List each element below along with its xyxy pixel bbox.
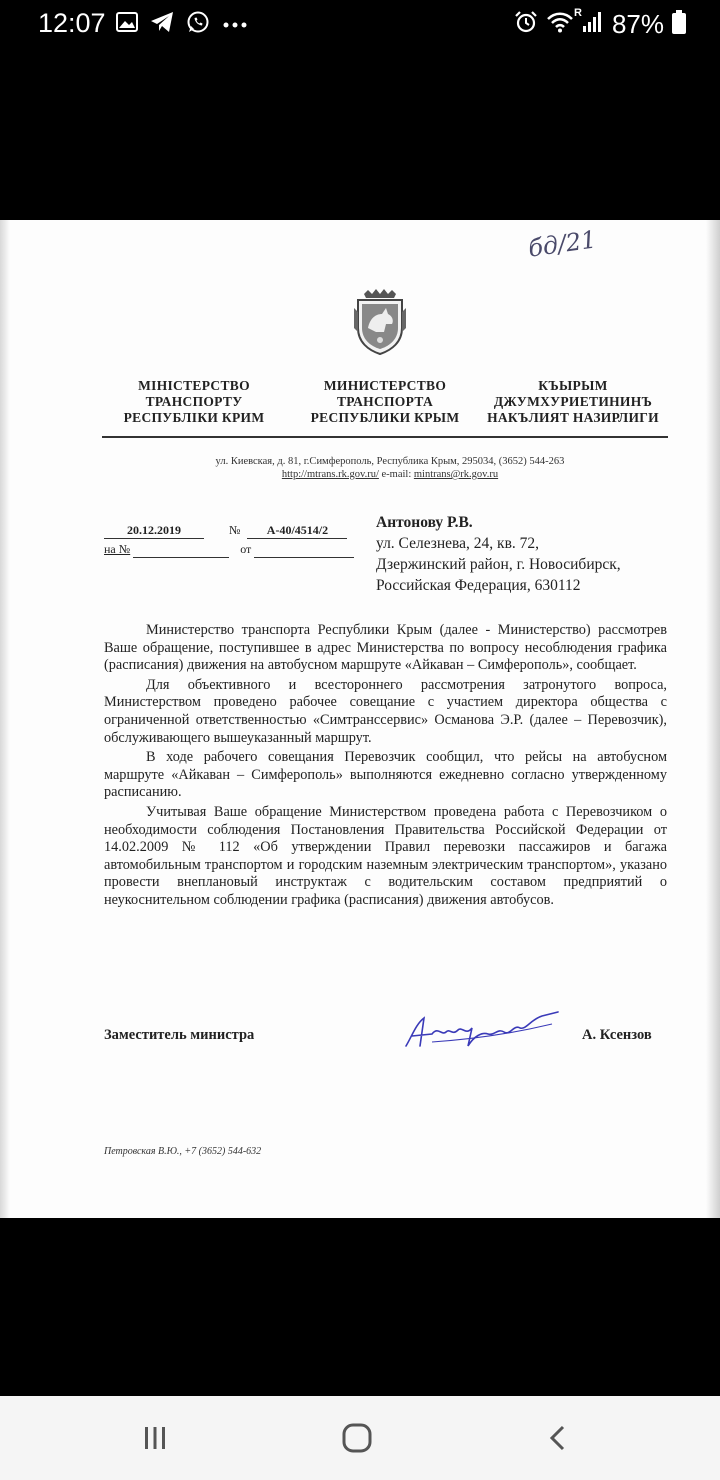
website-link: http://mtrans.rk.gov.ru/ [281,469,379,480]
gallery-icon [116,12,138,37]
letter-body [104,622,667,912]
whatsapp-icon [186,10,210,39]
email-link: mintrans@rk.gov.ru [413,469,499,480]
recipient-block [376,512,696,596]
coat-of-arms-icon [352,288,408,356]
status-time: 12:07 [38,8,106,38]
registration-mark: бд/21 [526,225,599,263]
header-line: ДЖУМХУРИЕТИНИНЪ [493,394,653,409]
recipient-address-line: Дзержинский район, г. Новосибирск, [376,556,621,573]
document-image[interactable] [0,220,720,1218]
ref-label: на № [104,542,131,556]
recent-apps-button[interactable] [135,1418,175,1458]
recipient-address-line: ул. Селезнева, 24, кв. 72, [376,535,540,552]
body-paragraph: Для объективного и всестороннего рассмотрения затронутого вопроса, Министерством проведено рабочее совещание с участием директора общества с ограниченной ответственностью «Симтранссервис» Османова Э.Р. (далее – Перевозчик), обслуживающего вышеуказанный маршрут. [104,676,667,746]
recipient-name: Антонову Р.В. [376,514,473,531]
header-ukrainian [102,378,286,426]
notification-icons [116,10,248,39]
body-paragraph: Министерство транспорта Республики Крым (далее - Министерство) рассмотрев Ваше обращение, поступившее в адрес Министерства по вопросу несоблюдения графика (расписания) движения на автобусном маршруте «Айкаван – Симферополь», сообщает. [104,622,667,674]
body-paragraph: В ходе рабочего совещания Перевозчик сообщил, что рейсы на автобусном маршруте «Айкаван – Симферополь» выполняются ежедневно согласно утвержденному расписанию. [104,749,667,801]
address-line: ул. Киевская, д. 81, г.Симферополь, Республика Крым, 295034, (3652) 544-263 [215,456,565,467]
header-line: РЕСПУБЛИКИ КРЫМ [310,410,460,425]
signatory-title: Заместитель министра [104,1027,255,1043]
alarm-icon [514,10,538,39]
recipient-address-line: Российская Федерация, 630112 [376,577,581,594]
status-bar [0,0,720,48]
email-label: e-mail: [381,469,412,480]
letter-date: 20.12.2019 [104,523,204,539]
back-button[interactable] [538,1418,578,1458]
header-line: РЕСПУБЛІКИ КРИМ [123,410,265,425]
more-icon [222,16,248,34]
outgoing-number: А-40/4514/2 [247,523,347,539]
scan-edge-right [706,220,720,1218]
header-line: МІНІСТЕРСТВО [138,378,250,393]
header-line: ТРАНСПОРТА [336,394,434,409]
wifi-label: R [574,7,582,19]
body-paragraph: Учитывая Ваше обращение Министерством проведена работа с Перевозчиком о необходимости соблюдения Постановления Правительства Российской Федерации от 14.02.2009 № 112 «Об утверждении Правил перевозки пассажиров и багажа автомобильным транспортом и городским наземным электрическим транспортом», указано провести внеплановый инструктаж с водительским составом предприятий о неукоснительном соблюдении графика (расписания) движения автобусов. [104,803,667,908]
executor-note: Петровская В.Ю., +7 (3652) 544-632 [104,1146,262,1157]
header-divider [102,436,668,438]
from-label: от [240,542,252,556]
back-icon [547,1424,569,1452]
battery-icon [672,10,686,39]
header-line: НАКЪЛИЯТ НАЗИРЛИГИ [487,410,659,425]
recent-apps-icon [142,1425,168,1451]
header-russian [296,378,474,426]
wifi-icon [546,7,582,38]
outgoing-reg-row [104,523,347,539]
header-line: КЪЫРЫМ [538,378,608,393]
signal-icon [582,11,604,38]
system-icons [514,9,686,40]
ministry-address [110,455,670,481]
header-line: ТРАНСПОРТУ [145,394,243,409]
battery-percent: 87% [611,9,664,39]
header-line: МИНИСТЕРСТВО [323,378,447,393]
navigation-bar [0,1396,720,1480]
telegram-icon [150,11,174,38]
scan-edge-left [0,220,10,1218]
incoming-ref-row [104,542,354,558]
home-button[interactable] [337,1418,377,1458]
header-crimean-tatar [478,378,668,426]
ref-date-blank [254,542,354,558]
handwritten-signature [402,1006,562,1054]
signatory-name: А. Ксензов [582,1027,652,1043]
ref-number-blank [133,542,229,558]
home-icon [341,1422,373,1454]
number-label: № [229,523,241,537]
